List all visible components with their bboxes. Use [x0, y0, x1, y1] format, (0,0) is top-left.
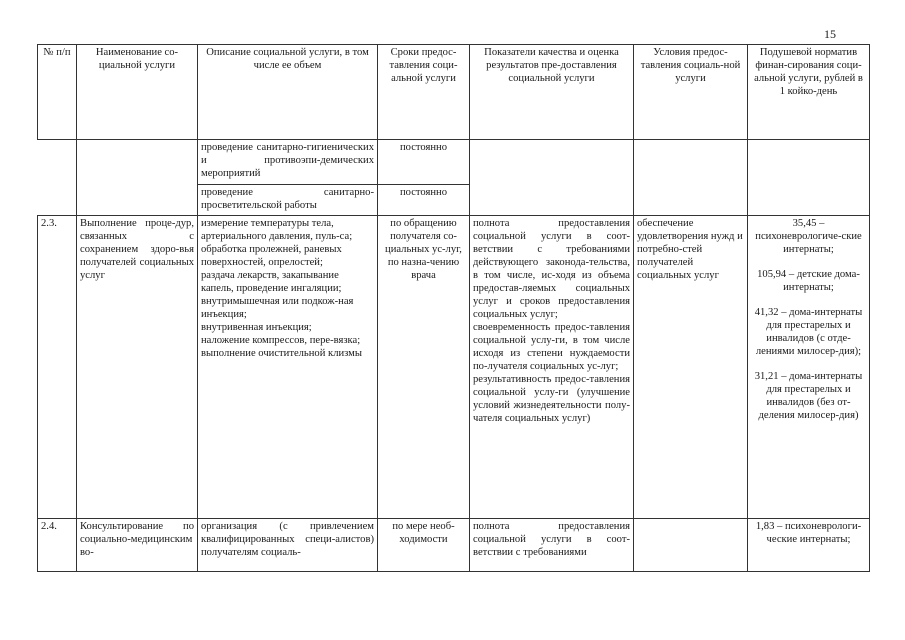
table-row: [38, 216, 870, 519]
row-number: 2.4.: [38, 519, 77, 572]
description-item: наложение компрессов, пере-вязка;: [201, 335, 361, 346]
education-term-cell: постоянно: [378, 185, 470, 216]
service-description-cell: организация (с привлечением квалифицированных специ-алистов) получателям социаль-: [198, 519, 378, 572]
norm-cell: [748, 216, 870, 519]
conditions-cell: обеспечение удовлетворения нужд и потребно-стей получателей социальных услуг: [634, 216, 748, 519]
sanitary-term-cell: постоянно: [378, 140, 470, 185]
quality-cell: [470, 216, 634, 519]
sanitary-description-cell: проведение санитарно-гигиенических и противоэпи-демических мероприятий: [198, 140, 378, 185]
norm-cell: 1,83 – психоневрологи-ческие интернаты;: [748, 519, 870, 572]
norm-item: 41,32 – дома-интернаты для престарелых и инвалидов (с отде-лениями милосер-дия);: [754, 307, 863, 357]
description-item: внутривенная инъекция;: [201, 322, 312, 333]
empty-cell: [77, 140, 198, 216]
table-header-row: [38, 45, 870, 140]
description-item: обработка пролежней, раневых поверхностей, опрелостей;: [201, 244, 342, 268]
description-item: внутримышечная или подкож-ная инъекция;: [201, 296, 354, 320]
table-row: [38, 519, 870, 572]
header-quality: Показатели качества и оценка результатов пре-доставления социальной услуги: [470, 45, 634, 140]
quality-item: результативность предос-тавления социальной услу-ги (улучшение условий жизнедеятельности полу-чателя социальных услуг): [473, 374, 630, 424]
header-number: № п/п: [38, 45, 77, 140]
header-description: Описание социальной услуги, в том числе ее объем: [198, 45, 378, 140]
description-item: выполнение очистительной клизмы: [201, 348, 363, 359]
header-conditions: Условия предос-тавления социаль-ной услуги: [634, 45, 748, 140]
service-name-cell: Выполнение проце-дур, связанных с сохранением здоро-вья получателей социальных услуг: [77, 216, 198, 519]
service-description-cell: [198, 216, 378, 519]
norm-item: 105,94 – детские дома-интернаты;: [757, 269, 860, 293]
description-item: измерение температуры тела, артериального давления, пуль-са;: [201, 218, 353, 242]
service-name-cell: Консультирование по социально-медицинским во-: [77, 519, 198, 572]
empty-cell: [38, 140, 77, 216]
social-services-table: [37, 44, 870, 572]
quality-item: полнота предоставления социальной услуги в соот-ветствии с требованиями действующего законода-тельства, в том числе, ис-ходя из объема предостав-ляемых социальных услуг и сроков предоставления социальных услуг;: [473, 218, 630, 320]
empty-cell: [470, 140, 634, 216]
header-norm: Подушевой норматив финан-сирования соци-альной услуги, рублей в 1 койко-день: [748, 45, 870, 140]
quality-cell: полнота предоставления социальной услуги в соот-ветствии с требованиями: [470, 519, 634, 572]
norm-item: 35,45 – психоневрологиче-ские интернаты;: [755, 218, 862, 255]
norm-item: 31,21 – дома-интернаты для престарелых и инвалидов (без от-деления милосер-дия): [754, 371, 863, 421]
education-description-cell: проведение санитарно-просветительской работы: [198, 185, 378, 216]
page-number: 15: [824, 27, 836, 41]
table-row: [38, 140, 870, 185]
empty-cell: [748, 140, 870, 216]
conditions-cell: [634, 519, 748, 572]
row-number: 2.3.: [38, 216, 77, 519]
description-item: раздача лекарств, закапывание капель, проведение ингаляции;: [201, 270, 342, 294]
quality-item: своевременность предос-тавления социальной услу-ги, в том числе исходя из степени нуждаемости по-лучателя социальных ус-луг;: [473, 322, 630, 372]
header-name: Наименование со-циальной услуги: [77, 45, 198, 140]
header-term: Сроки предос-тавления соци-альной услуги: [378, 45, 470, 140]
empty-cell: [634, 140, 748, 216]
service-term-cell: по обращению получателя со-циальных ус-луг, по назна-чению врача: [378, 216, 470, 519]
service-term-cell: по мере необ-ходимости: [378, 519, 470, 572]
